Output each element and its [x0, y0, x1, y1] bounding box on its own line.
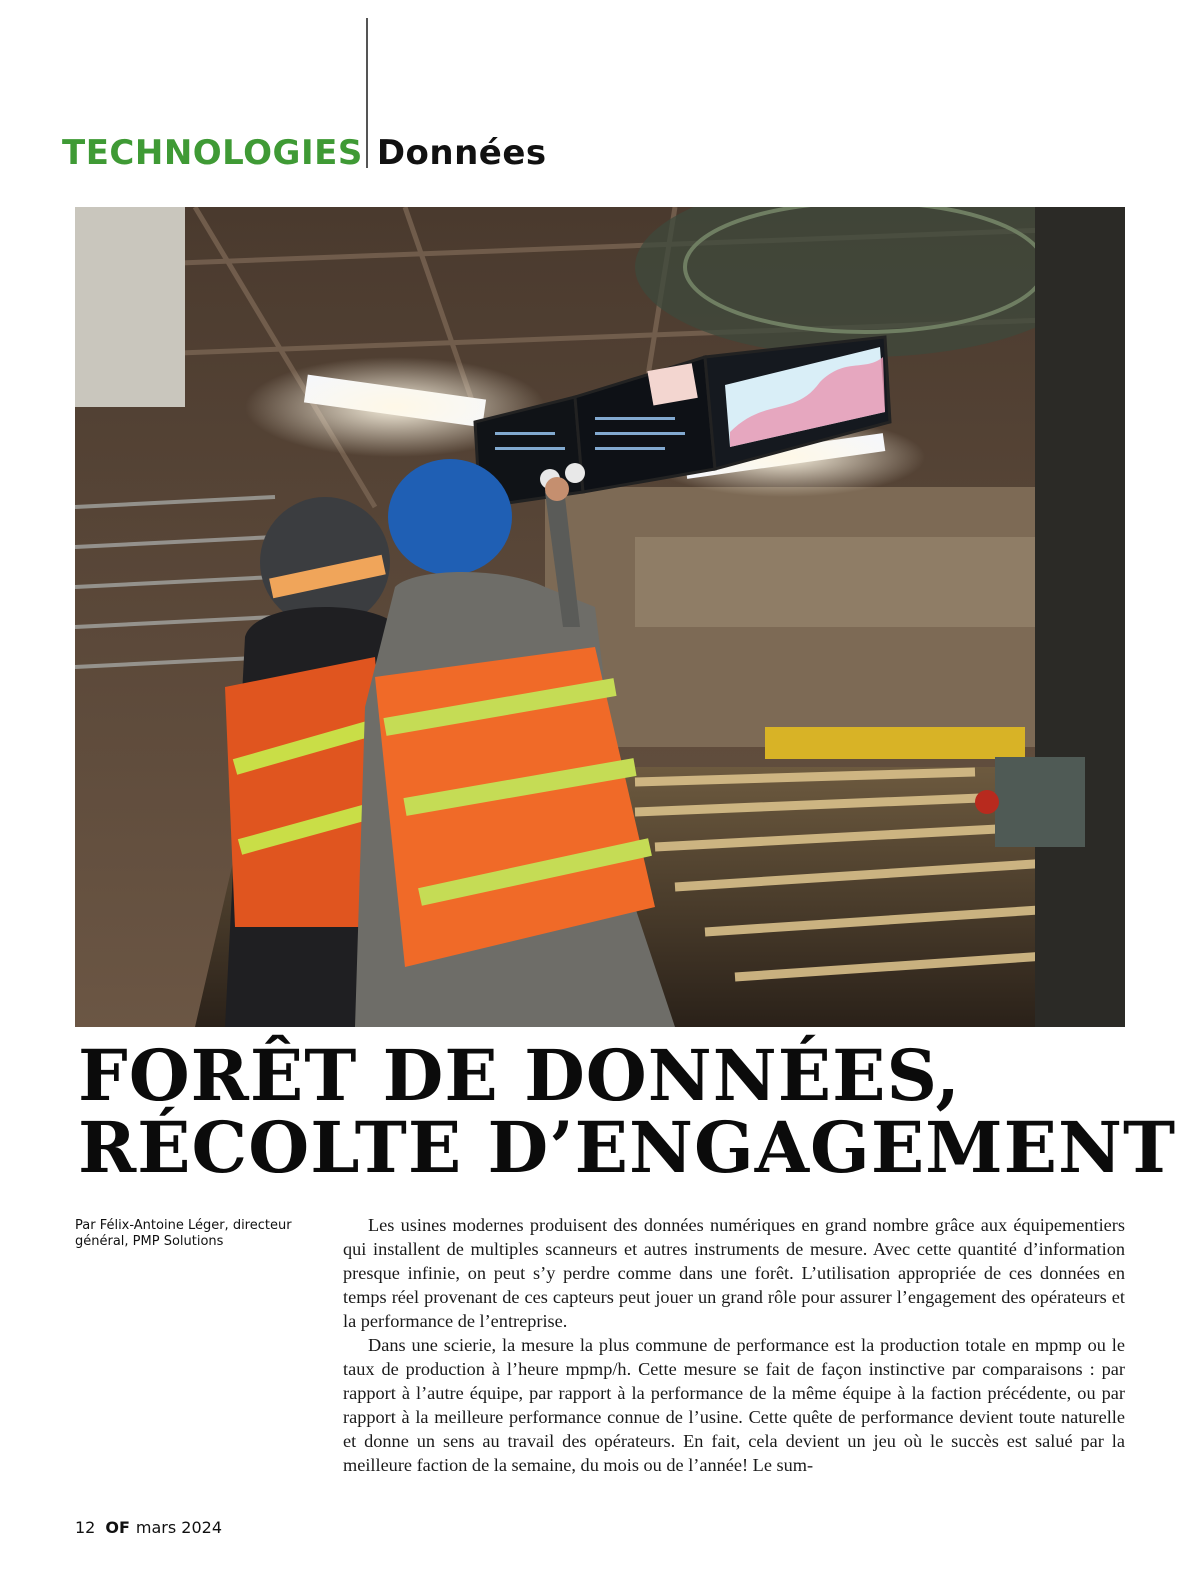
subsection-title: Données — [376, 133, 547, 173]
magazine-name: OF — [105, 1518, 130, 1537]
article-body — [343, 1213, 1125, 1477]
section-title: TECHNOLOGIES — [62, 133, 363, 173]
section-header — [62, 128, 547, 178]
issue-date: mars 2024 — [135, 1518, 222, 1537]
page-footer — [75, 1518, 222, 1537]
article-headline — [78, 1034, 1177, 1189]
page-number: 12 — [75, 1518, 96, 1537]
paragraph: Dans une scierie, la mesure la plus commune de performance est la production totale en mpmp ou le taux de production à l’heure mpmp/h. Cette mesure se fait de façon instinctive par comparaisons : par rapport à l’autre équipe, par rapport à la performance de la même équipe à la faction précédente, ou par rapport à la meilleure performance connue de l’usine. Cette quête de performance devient toute naturelle et donne un sens au travail des opérateurs. En fait, cela devient un jeu où le succès est salué par la meilleure faction de la semaine, du mois ou de l’année! Le sum- — [343, 1335, 1125, 1475]
headline-line-2: RÉCOLTE D’ENGAGEMENT — [78, 1106, 1177, 1189]
hero-photo — [75, 207, 1125, 1027]
byline: Par Félix-Antoine Léger, directeur général, PMP Solutions — [75, 1218, 292, 1249]
paragraph: Les usines modernes produisent des données numériques en grand nombre grâce aux équipementiers qui installent de multiples scanneurs et autres instruments de mesure. Avec cette quantité d’information presque infinie, on peut s’y perdre comme dans une forêt. L’utilisation appropriée de ces données en temps réel provenant de ces capteurs peut jouer un grand rôle pour assurer l’engagement des opérateurs et la performance de l’entreprise. — [343, 1215, 1125, 1331]
headline-line-1: FORÊT DE DONNÉES, — [78, 1034, 961, 1117]
